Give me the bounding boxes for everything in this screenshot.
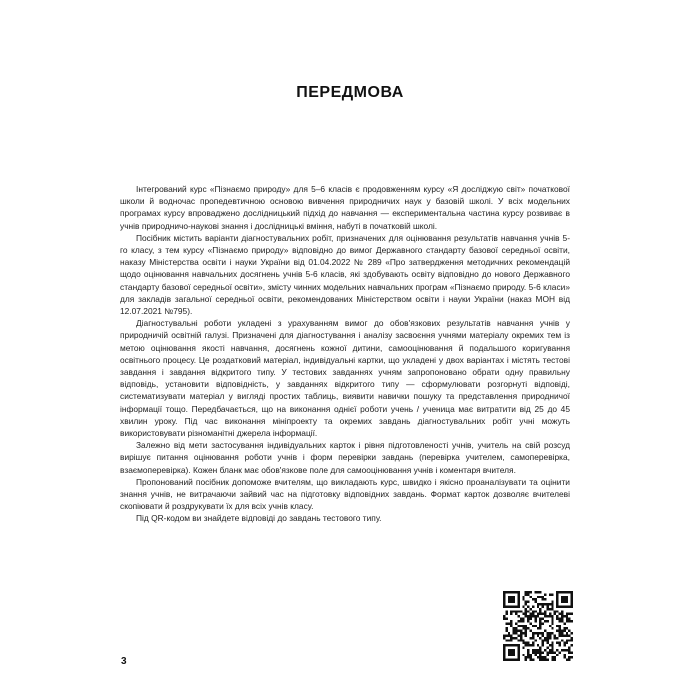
page-title: ПЕРЕДМОВА: [296, 84, 404, 101]
qr-code-icon[interactable]: [503, 591, 573, 661]
paragraph-1: Інтегрований курс «Пізнаємо природу» для 5–6 класів є продовженням курсу «Я досліджую світ» початкової школи й водночас пропедевтичною основою вивчення природничих наук у базовій школі. У всіх модельних програмах курсу впроваджено дослідницький підхід до навчання — експериментальна частина курсу розвиває в учнів природничо-наукові знання і дослідницькі вміння, набуті в початковій школі.: [120, 184, 570, 231]
page-number: 3: [121, 656, 127, 667]
paragraph-4: Залежно від мети застосування індивідуальних карток і рівня підготовленості учнів, учитель на свій розсуд вирішує питання оцінювання роботи учнів і форм перевірки завдань (перевірка учителем, самоперевірка, взаємоперевірка). Кожен бланк має обов'язкове поле для самооцінювання учнів і коментаря вчителя.: [120, 440, 570, 475]
paragraph-5: Пропонований посібник допоможе вчителям, що викладають курс, швидко і якісно проаналізувати та оцінити знання учнів, не витрачаючи зайвий час на підготовку відповідних завдань. Формат карток дозволяє вчителеві скопіювати й роздрукувати їх для всіх учнів класу.: [120, 476, 570, 512]
paragraph-6: Під QR-кодом ви знайдете відповіді до завдань тестового типу.: [136, 513, 382, 524]
paragraph-2: Посібник містить варіанти діагностувальних робіт, призначених для оцінювання результатів навчання учнів 5-го класу, з тем курсу «Пізнаємо природу» відповідно до вимог Державного стандарту базової середньої освіти, наказу Міністерства освіти і науки України від 01.04.2022 № 289 «Про затвердження методичних рекомендацій щодо оцінювання навчальних досягнень учнів 5-6 класів, які здобувають освіту відповідно до нового Державного стандарту базової середньої освіти», змісту чинних модельних навчальних програм «Пізнаємо природу. 5-6 класи» для закладів загальної середньої освіти, рекомендованих Міністерством освіти і науки України (наказ МОН від 12.07.2021 №795).: [120, 232, 570, 317]
paragraph-3: Діагностувальні роботи укладені з урахуванням вимог до обов'язкових результатів навчання учнів у природничій освітній галузі. Призначені для діагностування і аналізу засвоєння учнями матеріалу окремих тем із метою оцінювання якості навчання, досягнень кожної дитини, самооцінювання й подальшого коригування освітнього процесу. Це роздатковий матеріал, індивідуальні картки, що укладені у двох варіантах і містять тестові завдання і завдання відкритого типу. У тестових завданнях учням запропоновано обрати одну правильну відповідь, установити відповідність, у завданнях відкритого типу — сформулювати розгорнуті відповіді, систематизувати матеріал у вигляді простих таблиць, виявити навички пошуку та представлення природничої інформації тощо. Передбачається, що на виконання однієї роботи учень / ученица має витратити від 25 до 45 хвилин уроку. Під час виконання мініпроекту та окремих завдань діагностувальних робіт учні можуть використовувати різноманітні джерела інформації.: [120, 318, 570, 439]
body-text: [120, 183, 570, 525]
